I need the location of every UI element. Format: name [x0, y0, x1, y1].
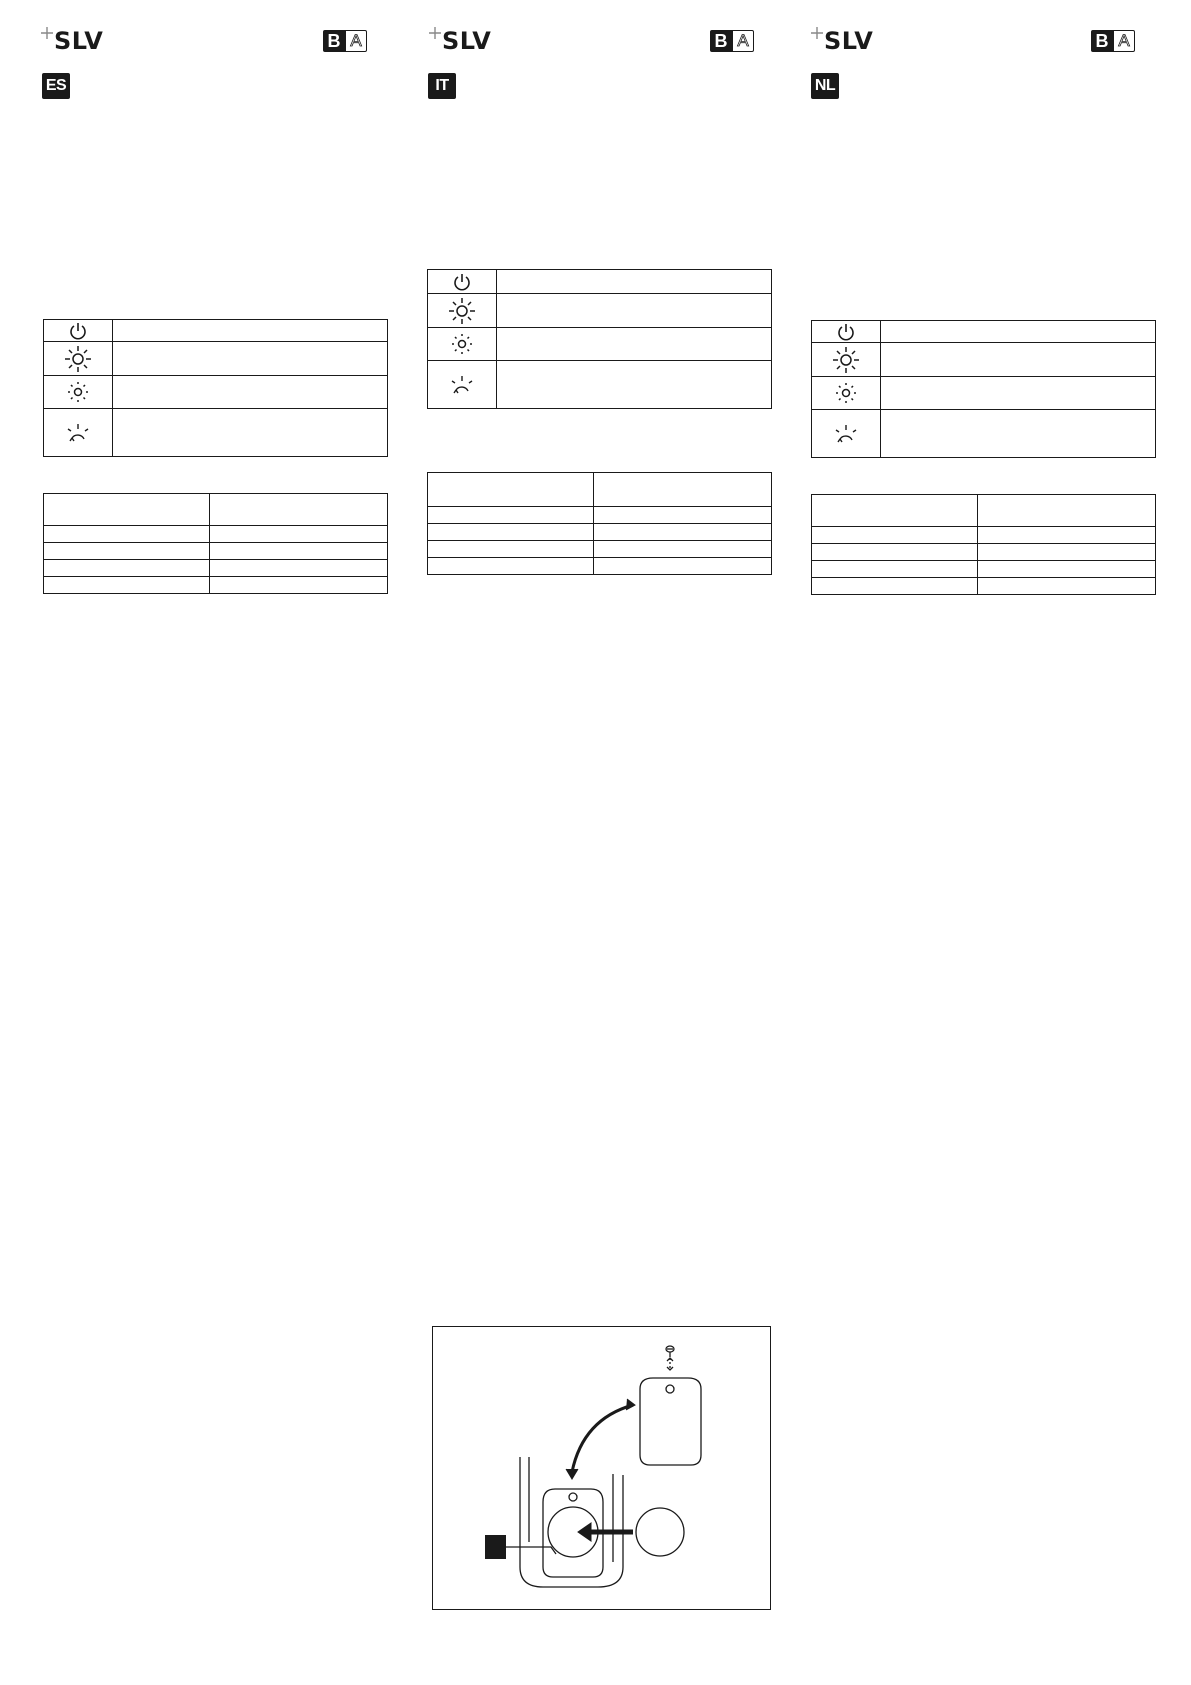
recall-arrow-icon [428, 361, 497, 409]
star-icon [428, 26, 442, 40]
diagram-drawing [433, 1327, 769, 1608]
spec-header-cell [44, 494, 210, 526]
spec-cell [812, 578, 978, 595]
brand-name: SLV [442, 27, 492, 55]
function-desc [113, 342, 388, 376]
spec-cell [428, 507, 594, 524]
brightness-up-icon [812, 343, 881, 377]
spec-cell [44, 526, 210, 543]
language-badge: IT [428, 73, 456, 99]
ba-badge [710, 30, 754, 52]
spec-cell [594, 507, 772, 524]
spec-cell [978, 561, 1156, 578]
function-desc [881, 343, 1156, 377]
spec-cell [978, 578, 1156, 595]
coin-battery [636, 1508, 684, 1556]
recall-arrow-icon [44, 409, 113, 457]
battery-install-diagram [432, 1326, 771, 1610]
ba-badge [323, 30, 367, 52]
recall-arrow-icon [812, 410, 881, 458]
spec-cell [210, 543, 388, 560]
badge-b: B [1091, 30, 1113, 52]
spec-cell [978, 544, 1156, 561]
spec-cell [978, 527, 1156, 544]
badge-a: A [345, 30, 367, 52]
badge-a: A [1113, 30, 1135, 52]
spec-cell [210, 577, 388, 594]
function-table [43, 319, 388, 457]
label-marker [485, 1535, 506, 1559]
spec-cell [594, 524, 772, 541]
spec-header-cell [812, 495, 978, 527]
function-table [427, 269, 772, 409]
spec-table [427, 472, 772, 575]
function-desc [881, 377, 1156, 410]
brand-name: SLV [824, 27, 874, 55]
power-icon [428, 270, 497, 294]
ba-badge [1091, 30, 1135, 52]
function-desc [881, 321, 1156, 343]
language-badge: NL [811, 73, 839, 99]
spec-cell [210, 526, 388, 543]
function-desc [497, 328, 772, 361]
spec-cell [44, 560, 210, 577]
spec-cell [428, 524, 594, 541]
function-desc [497, 361, 772, 409]
spec-cell [44, 577, 210, 594]
spec-cell [594, 558, 772, 575]
brightness-up-icon [428, 294, 497, 328]
star-icon [810, 26, 824, 40]
badge-b: B [323, 30, 345, 52]
spec-table [811, 494, 1156, 595]
spec-cell [44, 543, 210, 560]
function-desc [113, 320, 388, 342]
brightness-up-icon [44, 342, 113, 376]
function-desc [113, 376, 388, 409]
brightness-down-icon [812, 377, 881, 410]
battery-cover [640, 1378, 701, 1465]
power-icon [44, 320, 113, 342]
brightness-down-icon [44, 376, 113, 409]
language-badge: ES [42, 73, 70, 99]
function-desc [881, 410, 1156, 458]
swap-arrow [572, 1405, 633, 1472]
spec-cell [812, 527, 978, 544]
badge-a: A [732, 30, 754, 52]
spec-cell [812, 544, 978, 561]
spec-header-cell [594, 473, 772, 507]
spec-cell [428, 558, 594, 575]
spec-cell [210, 560, 388, 577]
function-desc [497, 294, 772, 328]
function-table [811, 320, 1156, 458]
function-desc [497, 270, 772, 294]
spec-cell [812, 561, 978, 578]
power-icon [812, 321, 881, 343]
spec-header-cell [210, 494, 388, 526]
brightness-down-icon [428, 328, 497, 361]
spec-header-cell [428, 473, 594, 507]
function-desc [113, 409, 388, 457]
spec-cell [594, 541, 772, 558]
badge-b: B [710, 30, 732, 52]
star-icon [40, 26, 54, 40]
spec-table [43, 493, 388, 594]
screw-icon [666, 1346, 674, 1370]
spec-cell [428, 541, 594, 558]
brand-name: SLV [54, 27, 104, 55]
spec-header-cell [978, 495, 1156, 527]
